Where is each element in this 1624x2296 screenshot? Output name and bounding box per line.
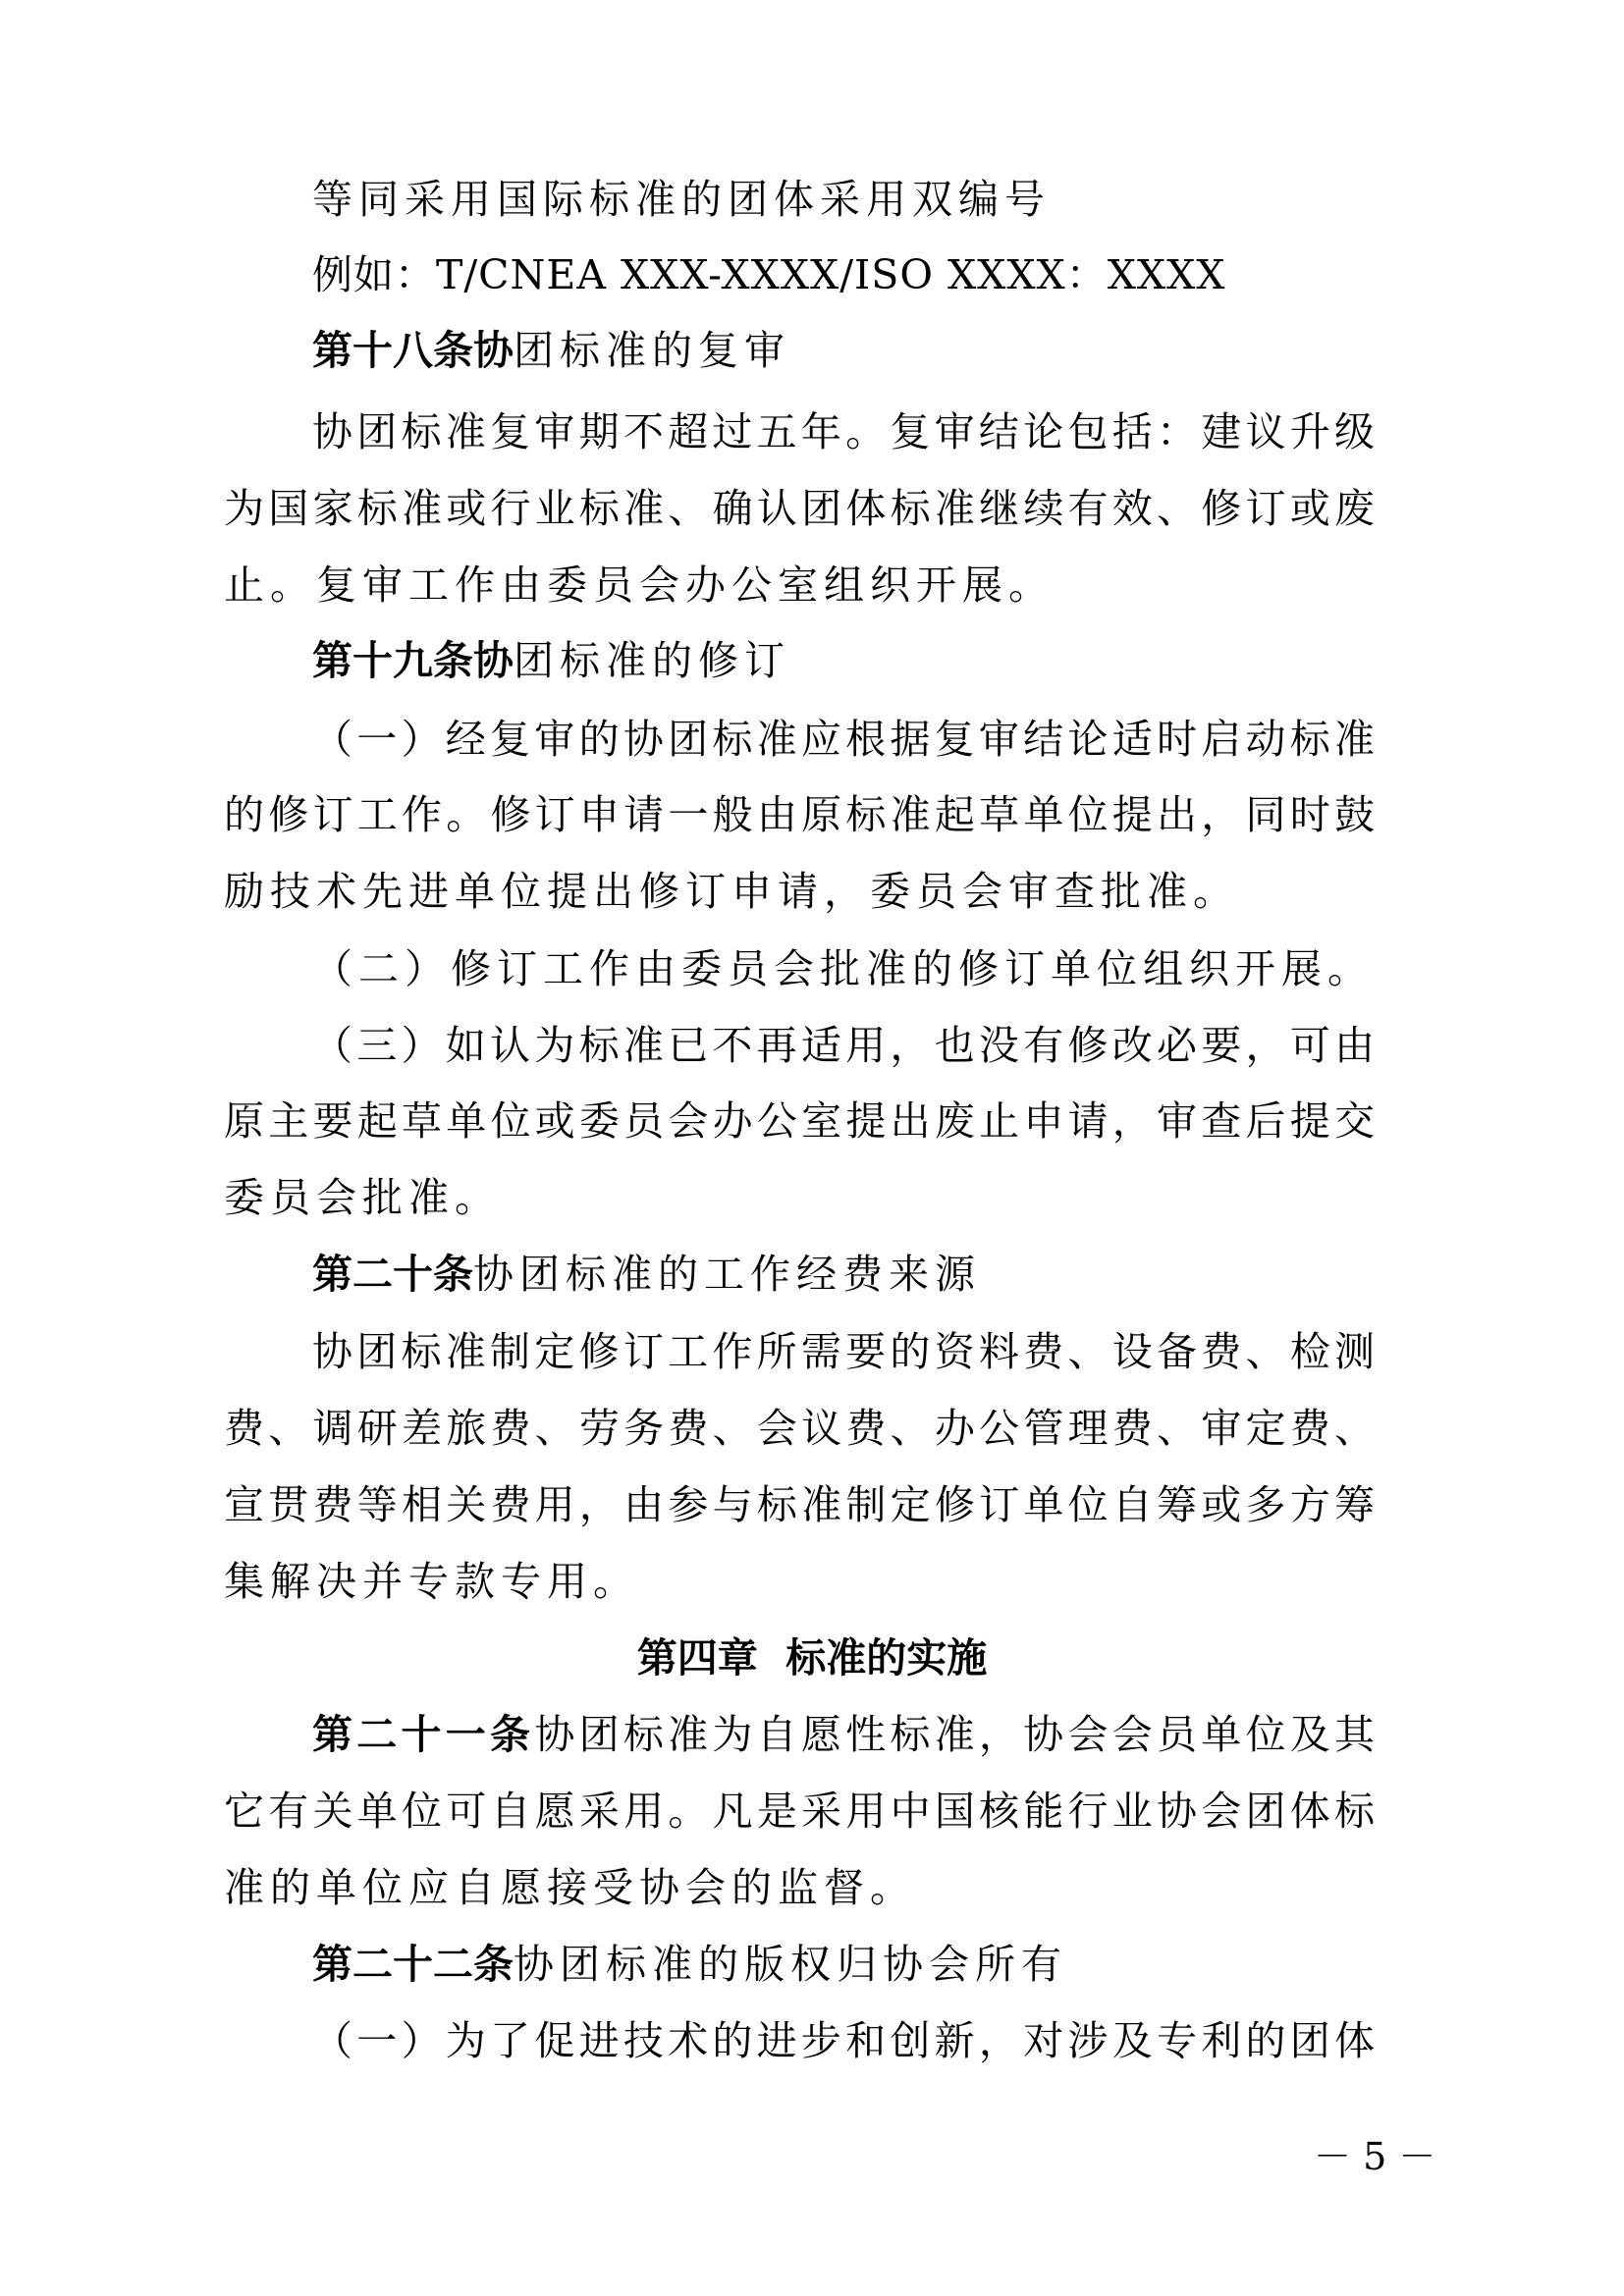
article-label: 第二十条 [312,1251,473,1298]
paragraph-line: 等同采用国际标准的团体采用双编号 [312,176,1051,223]
paragraph-line: 止。复审工作由委员会办公室组织开展。 [224,561,1055,609]
article-22-heading [312,1941,1067,1988]
paragraph-line: 宣贯费等相关费用，由参与标准制定修订单位自筹或多方筹 [224,1481,1375,1528]
article-title: 协团标准为自愿性标准，协会会员单位及其 [534,1711,1376,1758]
article-label: 第二十一条 [312,1711,535,1758]
paragraph-line: （三）如认为标准已不再适用，也没有修改必要，可由 [312,1022,1375,1069]
paragraph-line: 原主要起草单位或委员会办公室提出废止申请，审查后提交 [224,1097,1375,1145]
article-19-heading [312,637,790,684]
paragraph-line: 例如：T/CNEA XXX-XXXX/ISO XXXX：XXXX [312,251,1226,298]
article-20-heading [312,1251,981,1298]
article-title: 团标准的修订 [514,637,790,684]
article-title: 协团标准的版权归协会所有 [514,1941,1067,1988]
page-number: － 5 － [1314,2135,1436,2178]
article-18-heading [312,327,790,374]
article-label: 第十九条协 [312,637,514,684]
article-21-heading [312,1711,1376,1758]
paragraph-line: 费、调研差旅费、劳务费、会议费、办公管理费、审定费、 [224,1405,1375,1452]
chapter-heading: 第四章 标准的实施 [636,1634,988,1682]
paragraph-line: 为国家标准或行业标准、确认团体标准继续有效、修订或废 [224,485,1375,532]
paragraph-line: （一）为了促进技术的进步和创新，对涉及专利的团体 [312,2017,1375,2064]
article-label: 第十八条协 [312,327,514,374]
paragraph-line: 协团标准制定修订工作所需要的资料费、设备费、检测 [312,1328,1375,1375]
article-title: 协团标准的工作经费来源 [473,1251,981,1298]
paragraph-line: 它有关单位可自愿采用。凡是采用中国核能行业协会团体标 [224,1788,1375,1835]
paragraph-line: 的修订工作。修订申请一般由原标准起草单位提出，同时鼓 [224,791,1375,838]
paragraph-line: （二）修订工作由委员会批准的修订单位组织开展。 [312,945,1374,992]
paragraph-line: 准的单位应自愿接受协会的监督。 [224,1864,916,1911]
article-label: 第二十二条 [312,1941,514,1988]
paragraph-line: 委员会批准。 [224,1174,501,1221]
paragraph-line: 协团标准复审期不超过五年。复审结论包括：建议升级 [312,408,1375,455]
article-title: 团标准的复审 [514,327,790,374]
paragraph-line: 励技术先进单位提出修订申请，委员会审查批准。 [224,868,1239,915]
paragraph-line: 集解决并专款专用。 [224,1558,639,1605]
paragraph-line: （一）经复审的协团标准应根据复审结论适时启动标准 [312,716,1375,763]
